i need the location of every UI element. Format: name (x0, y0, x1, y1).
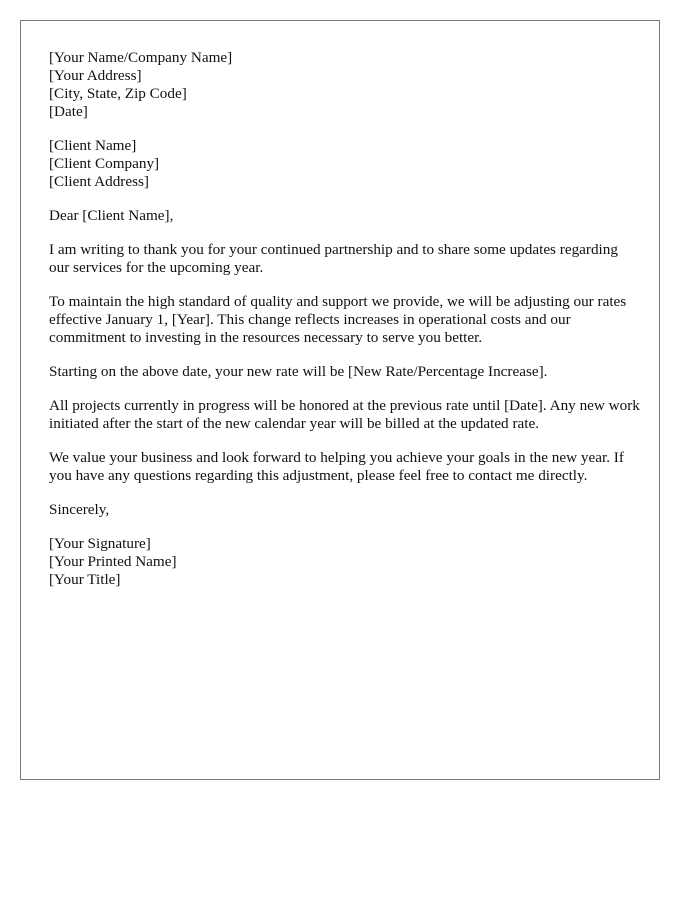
sender-name: [Your Name/Company Name] (49, 49, 233, 66)
printed-name: [Your Printed Name] (49, 553, 177, 570)
sender-title: [Your Title] (49, 571, 121, 588)
letter-page (20, 20, 660, 780)
salutation: Dear [Client Name], (49, 207, 174, 224)
letter-date: [Date] (49, 103, 88, 120)
recipient-block (49, 137, 641, 191)
signature-placeholder: [Your Signature] (49, 535, 151, 552)
letter-body (49, 49, 641, 605)
paragraph-rate-adjustment: To maintain the high standard of quality and support we provide, we will be adjusting our rates effective January 1, [Year]. This change reflects increases in operational costs and our commitment to investing in the resources necessary to serve you better. (49, 293, 627, 346)
sender-block (49, 49, 641, 121)
paragraph-closing-remarks: We value your business and look forward to helping you achieve your goals in the new year. If you have any questions regarding this adjustment, please feel free to contact me directly. (49, 449, 624, 484)
paragraph-intro: I am writing to thank you for your continued partnership and to share some updates regarding our services for the upcoming year. (49, 241, 618, 276)
recipient-address: [Client Address] (49, 173, 149, 190)
paragraph-projects: All projects currently in progress will be honored at the previous rate until [Date]. Any new work initiated after the start of the new calendar year will be billed at the updated rate. (49, 397, 640, 432)
signature-block (49, 535, 641, 589)
closing: Sincerely, (49, 501, 110, 518)
recipient-name: [Client Name] (49, 137, 137, 154)
paragraph-new-rate: Starting on the above date, your new rate will be [New Rate/Percentage Increase]. (49, 363, 548, 380)
recipient-company: [Client Company] (49, 155, 160, 172)
sender-city-state-zip: [City, State, Zip Code] (49, 85, 187, 102)
sender-address: [Your Address] (49, 67, 142, 84)
